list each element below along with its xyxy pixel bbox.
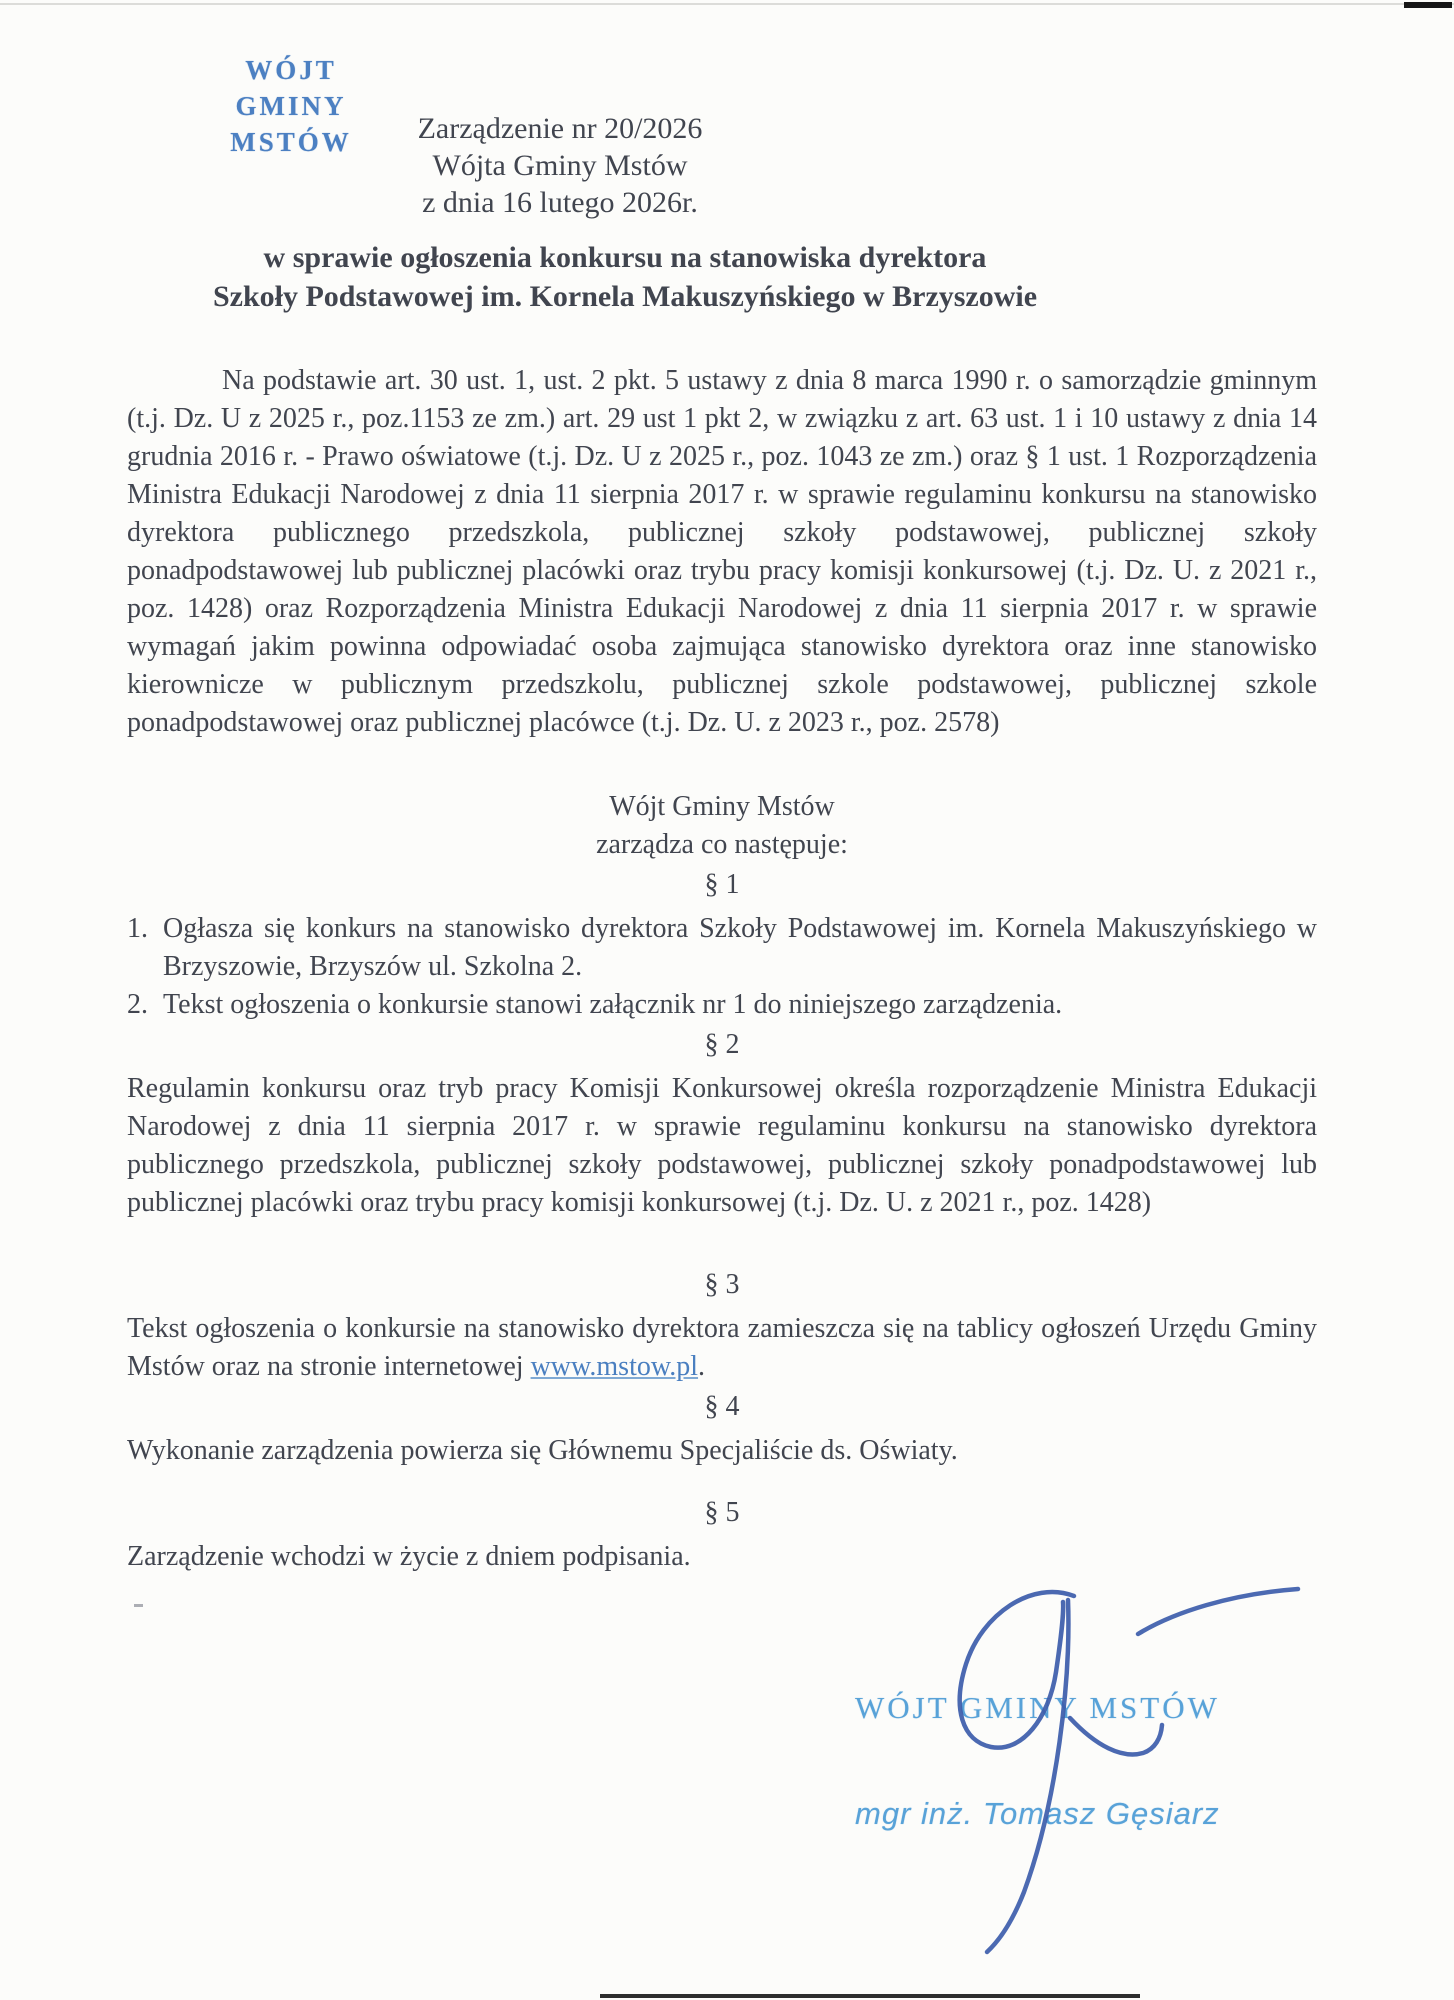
issuer-stamp [196,52,386,160]
list-item [127,910,1317,986]
handwritten-signature-ink [850,1560,1330,1980]
preamble-line1: Wójt Gminy Mstów [609,791,835,822]
section-4-mark: § 4 [704,1391,740,1422]
scan-artifact-stray-dash [134,1604,143,1607]
section-2-mark: § 2 [704,1029,740,1060]
legal-basis-text: Na podstawie art. 30 ust. 1, ust. 2 pkt. 5 ustawy z dnia 8 marca 1990 r. o samorządzie gminnym (t.j. Dz. U z 2025 r., poz.1153 ze zm.) art. 29 ust 1 pkt 2, w związku z art. 63 ust. 1 i 10 ustawy z dnia 14 grudnia 2016 r. - Prawo oświatowe (t.j. Dz. U z 2025 r., poz. 1043 ze zm.) oraz § 1 ust. 1 Rozporządzenia Ministra Edukacji Narodowej z dnia 11 sierpnia 2017 r. w sprawie regulaminu konkursu na stanowisko dyrektora publicznego przedszkola, publicznej szkoły podstawowej, publicznej szkoły ponadpodstawowej lub publicznej placówki oraz trybu pracy komisji konkursowej (t.j. Dz. U. z 2021 r., poz. 1428) oraz Rozporządzenia Ministra Edukacji Narodowej z dnia 11 sierpnia 2017 r. w sprawie wymagań jakim powinna odpowiadać osoba zajmująca stanowisko dyrektora oraz inne stanowisko kierownicze w publicznym przedszkolu, publicznej szkole podstawowej, publicznej szkole ponadpodstawowej oraz publicznej placówce (t.j. Dz. U. z 2023 r., poz. 2578) [127,365,1317,738]
section-2 [127,1026,1317,1222]
section-5 [127,1494,1317,1576]
preamble-line2: zarządza co następuje: [596,829,848,860]
subject-line2: Szkoły Podstawowej im. Kornela Makuszyńskiego w Brzyszowie [212,280,1038,313]
list-item [127,986,1317,1024]
scan-artifact-top-line [0,3,1454,5]
section-5-mark: § 5 [704,1497,740,1528]
title-line-authority: Wójta Gminy Mstów [432,149,688,182]
list-item-number: 1. [127,913,148,944]
title-line-number: Zarządzenie nr 20/2026 [417,112,703,145]
section-3-text [127,1310,1317,1386]
section-1-list [127,910,1317,1024]
section-3 [127,1266,1317,1386]
section-1-mark: § 1 [704,869,740,900]
section-2-text: Regulamin konkursu oraz tryb pracy Komisji Konkursowej określa rozporządzenie Ministra Edukacji Narodowej z dnia 11 sierpnia 2017 r. w sprawie regulaminu konkursu na stanowisko dyrektora publicznego przedszkola, publicznej szkoły podstawowej, publicznej szkoły ponadpodstawowej lub publicznej placówki oraz trybu pracy komisji konkursowej (t.j. Dz. U. z 2021 r., poz. 1428) [127,1073,1317,1218]
section-5-text: Zarządzenie wchodzi w życie z dniem podpisania. [127,1541,691,1572]
mstow-website-link[interactable]: www.mstow.pl [530,1351,699,1382]
issuer-stamp-line2: MSTÓW [230,127,352,157]
section-3-text-before-link: Tekst ogłoszenia o konkursie na stanowisko dyrektora zamieszcza się na tablicy ogłoszeń Urzędu Gminy Mstów oraz na stronie internetowej [127,1313,1317,1382]
document-title [380,110,740,221]
preamble [127,788,1317,864]
subject-line1: w sprawie ogłoszenia konkursu na stanowiska dyrektora [263,241,987,274]
document-subject [130,238,1120,316]
section-3-mark: § 3 [704,1269,740,1300]
section-3-text-after-link: . [698,1351,706,1382]
legal-basis-paragraph [127,362,1317,742]
scan-artifact-corner-dash [1404,2,1452,8]
scan-artifact-bottom-line [600,1994,1140,1998]
signature-signer-name: mgr inż. Tomasz Gęsiarz [855,1796,1220,1831]
list-item-text: Tekst ogłoszenia o konkursie stanowi załącznik nr 1 do niniejszego zarządzenia. [163,989,1063,1020]
section-4-text: Wykonanie zarządzenia powierza się Głównemu Specjaliście ds. Oświaty. [127,1435,958,1466]
section-1 [127,866,1317,1024]
section-4 [127,1388,1317,1470]
list-item-number: 2. [127,989,148,1020]
issuer-stamp-line1: WÓJT GMINY [235,55,347,121]
list-item-text: Ogłasza się konkurs na stanowisko dyrektora Szkoły Podstawowej im. Kornela Makuszyńskiego w Brzyszowie, Brzyszów ul. Szkolna 2. [163,913,1317,982]
title-line-date: z dnia 16 lutego 2026r. [422,186,698,219]
signature-stamp-title: WÓJT GMINY MSTÓW [855,1690,1220,1725]
